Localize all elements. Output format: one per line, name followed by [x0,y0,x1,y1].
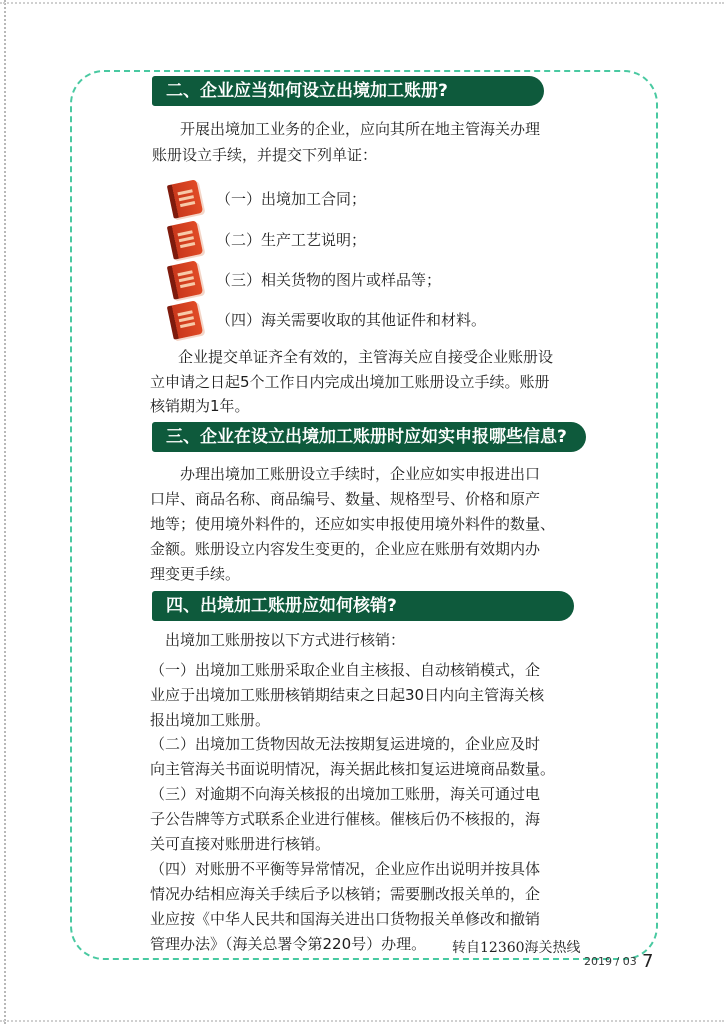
book-icon [167,300,203,339]
section-3-body-line: 口岸、商品名称、商品编号、数量、规格型号、价格和原产 [150,490,541,508]
section-4-body-line: 情况办结相应海关手续后予以核销；需要删改报关单的，企 [150,885,541,903]
section-4-body-line: 管理办法》（海关总署令第220号）办理。 [150,935,427,953]
section-4-body-line: 业应于出境加工账册核销期结束之日起30日内向主管海关核 [150,686,545,704]
book-icon [167,179,203,218]
section-4-body-line: （一）出境加工账册采取企业自主核报、自动核销模式，企 [150,661,541,679]
book-icon [167,260,203,299]
perforation-top [0,2,724,4]
book-icon [167,220,203,259]
section-3-body-line: 理变更手续。 [150,565,241,583]
list-item-text: （三）相关货物的图片或样品等； [216,271,442,289]
list-item [170,303,530,339]
section-4-body-line: 向主管海关书面说明情况，海关据此核扣复运进境商品数量。 [150,760,556,778]
section-2-note-line-2: 立申请之日起5个工作日内完成出境加工账册设立手续。账册 [150,373,550,391]
list-item [170,182,530,218]
section-3-body-line: 金额。账册设立内容发生变更的，企业应在账册有效期内办 [150,540,541,558]
perforation-left [4,0,6,1024]
source-credit: 转自12360海关热线 [452,940,581,956]
section-4-intro: 出境加工账册按以下方式进行核销： [165,631,406,649]
section-heading-4: 四、出境加工账册应如何核销? [152,591,574,621]
section-2-note-line-1: 企业提交单证齐全有效的，主管海关应自接受企业账册设 [178,348,554,366]
section-4-body-line: 子公告牌等方式联系企业进行催核。催核后仍不核报的，海 [150,810,541,828]
section-4-body-line: （四）对账册不平衡等异常情况，企业应作出说明并按具体 [150,860,541,878]
list-item-text: （二）生产工艺说明； [216,231,367,249]
list-item-text: （一）出境加工合同； [216,190,367,208]
section-3-body-line: 办理出境加工账册设立手续时，企业应如实申报进出口 [180,465,541,483]
section-4-body-line: 关可直接对账册进行核销。 [150,835,331,853]
list-item-text: （四）海关需要收取的其他证件和材料。 [216,311,487,329]
section-4-body-line: 报出境加工账册。 [150,711,271,729]
section-3-body-line: 地等；使用境外料件的，还应如实申报使用境外料件的数量、 [150,515,556,533]
section-2-note-line-3: 核销期为1年。 [150,397,250,415]
issue-date: 2019 / 03 [584,955,637,968]
section-4-body-line: （三）对逾期不向海关核报的出境加工账册，海关可通过电 [150,785,541,803]
section-heading-3: 三、企业在设立出境加工账册时应如实申报哪些信息? [152,422,586,452]
list-item [170,263,530,299]
list-item [170,223,530,259]
section-4-body-line: 业应按《中华人民共和国海关进出口货物报关单修改和撤销 [150,910,541,928]
section-2-intro-line-1: 开展出境加工业务的企业，应向其所在地主管海关办理 [180,120,541,138]
perforation-bottom [0,1020,724,1022]
page-number: 7 [642,951,654,972]
section-2-intro-line-2: 账册设立手续，并提交下列单证： [152,146,378,164]
section-heading-2: 二、企业应当如何设立出境加工账册? [152,76,544,106]
section-4-body-line: （二）出境加工货物因故无法按期复运进境的，企业应及时 [150,735,541,753]
